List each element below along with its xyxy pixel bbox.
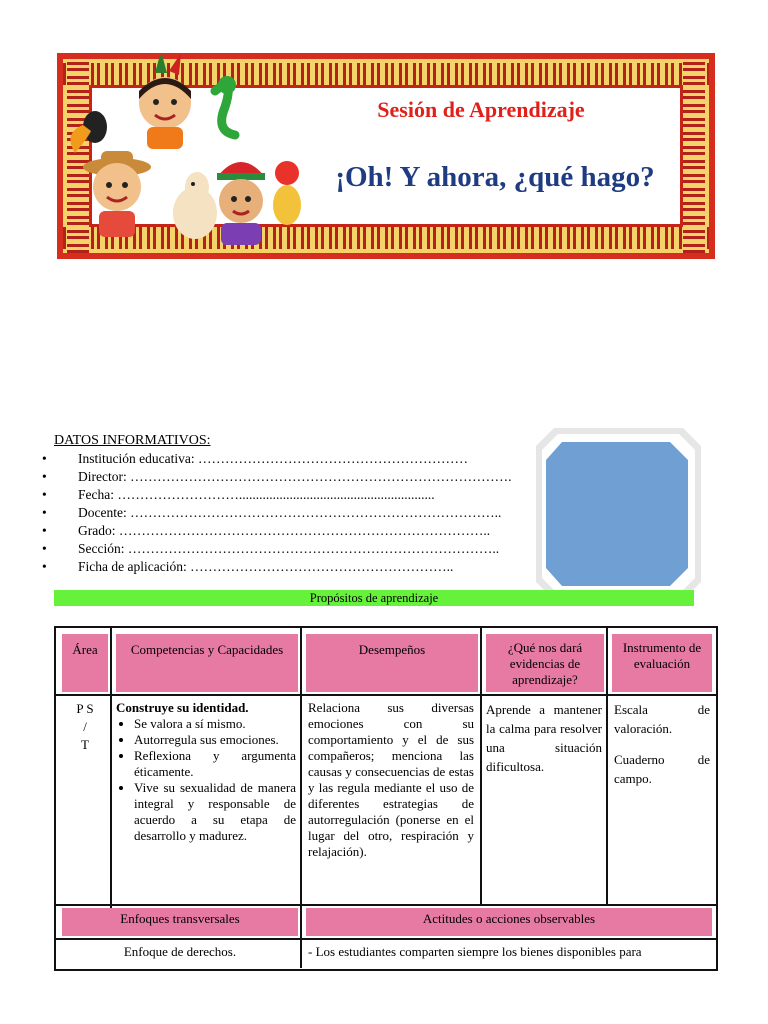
cell-instrumento: Escala de valoración. Cuaderno de campo. <box>614 702 710 786</box>
competencia-title: Construye su identidad. <box>116 700 249 715</box>
field-ficha: • Ficha de aplicación: ………………………………………………….. <box>42 559 454 574</box>
capacidad-item: • Vive su sexualidad de manera integral y responsable de acuerdo a su etapa de desarrollo y madurez. <box>134 780 296 844</box>
datos-informativos-heading: DATOS INFORMATIVOS: <box>54 433 211 448</box>
session-subtitle: ¡Oh! Y ahora, ¿qué hago? <box>335 161 655 193</box>
field-seccion: • Sección: ……………………………………………………………………….. <box>42 541 500 556</box>
cell-actitud: - Los estudiantes comparten siempre los bienes disponibles para <box>308 944 642 959</box>
row-divider <box>56 938 716 940</box>
field-fecha: • Fecha: ……………………….......................................................... <box>42 487 435 502</box>
capacidad-item: • Se valora a sí mismo. <box>134 716 296 732</box>
field-director: • Director: …………………………………………………………………………. <box>42 469 512 484</box>
col-divider <box>606 628 608 904</box>
cell-desempeno: Relaciona sus diversas emociones con su comportamiento y el de sus compañeros; menciona las causas y consecuencias de estas y las regula mediante el uso de diferentes estrategias de autorregulación (ponerse en el lugar del otro, respiración y relajación). <box>308 700 474 859</box>
cell-evidencia: Aprende a mantener la calma para resolver una situación dificultosa. <box>486 702 602 774</box>
col-divider <box>300 628 302 968</box>
row-divider <box>56 694 716 696</box>
cell-area: P S / T <box>76 701 94 752</box>
datos-informativos-list <box>40 450 511 576</box>
header-enfoques: Enfoques transversales <box>62 908 298 936</box>
capacidad-item: • Reflexiona y argumenta éticamente. <box>134 748 296 780</box>
header-area: Área <box>62 634 108 692</box>
cell-competencias <box>116 700 296 844</box>
col-divider <box>480 628 482 904</box>
cell-enfoque: Enfoque de derechos. <box>123 944 237 959</box>
photo-placeholder <box>536 428 701 600</box>
greek-key-border-right <box>683 59 705 253</box>
propositos-bar: Propósitos de aprendizaje <box>54 590 694 606</box>
header-desempenos: Desempeños <box>306 634 478 692</box>
field-grado: • Grado: ……………………………………………………………………….. <box>42 523 491 538</box>
capacidad-item: • Autorregula sus emociones. <box>134 732 296 748</box>
field-docente: • Docente: ……………………………………………………………………….. <box>42 505 502 520</box>
header-evidencias: ¿Qué nos dará evidencias de aprendizaje? <box>486 634 604 692</box>
learning-table <box>54 626 718 971</box>
header-competencias: Competencias y Capacidades <box>116 634 298 692</box>
session-title: Sesión de Aprendizaje <box>377 97 585 122</box>
session-banner <box>57 53 715 259</box>
header-instrumento: Instrumento de evaluación <box>612 634 712 692</box>
header-actitudes: Actitudes o acciones observables <box>306 908 712 936</box>
col-divider <box>110 628 112 908</box>
row-divider <box>56 904 716 906</box>
field-institucion: • Institución educativa: …………………………………………………… <box>42 451 468 466</box>
cartoon-characters-illustration <box>65 55 315 251</box>
capacidades-list <box>116 716 296 844</box>
